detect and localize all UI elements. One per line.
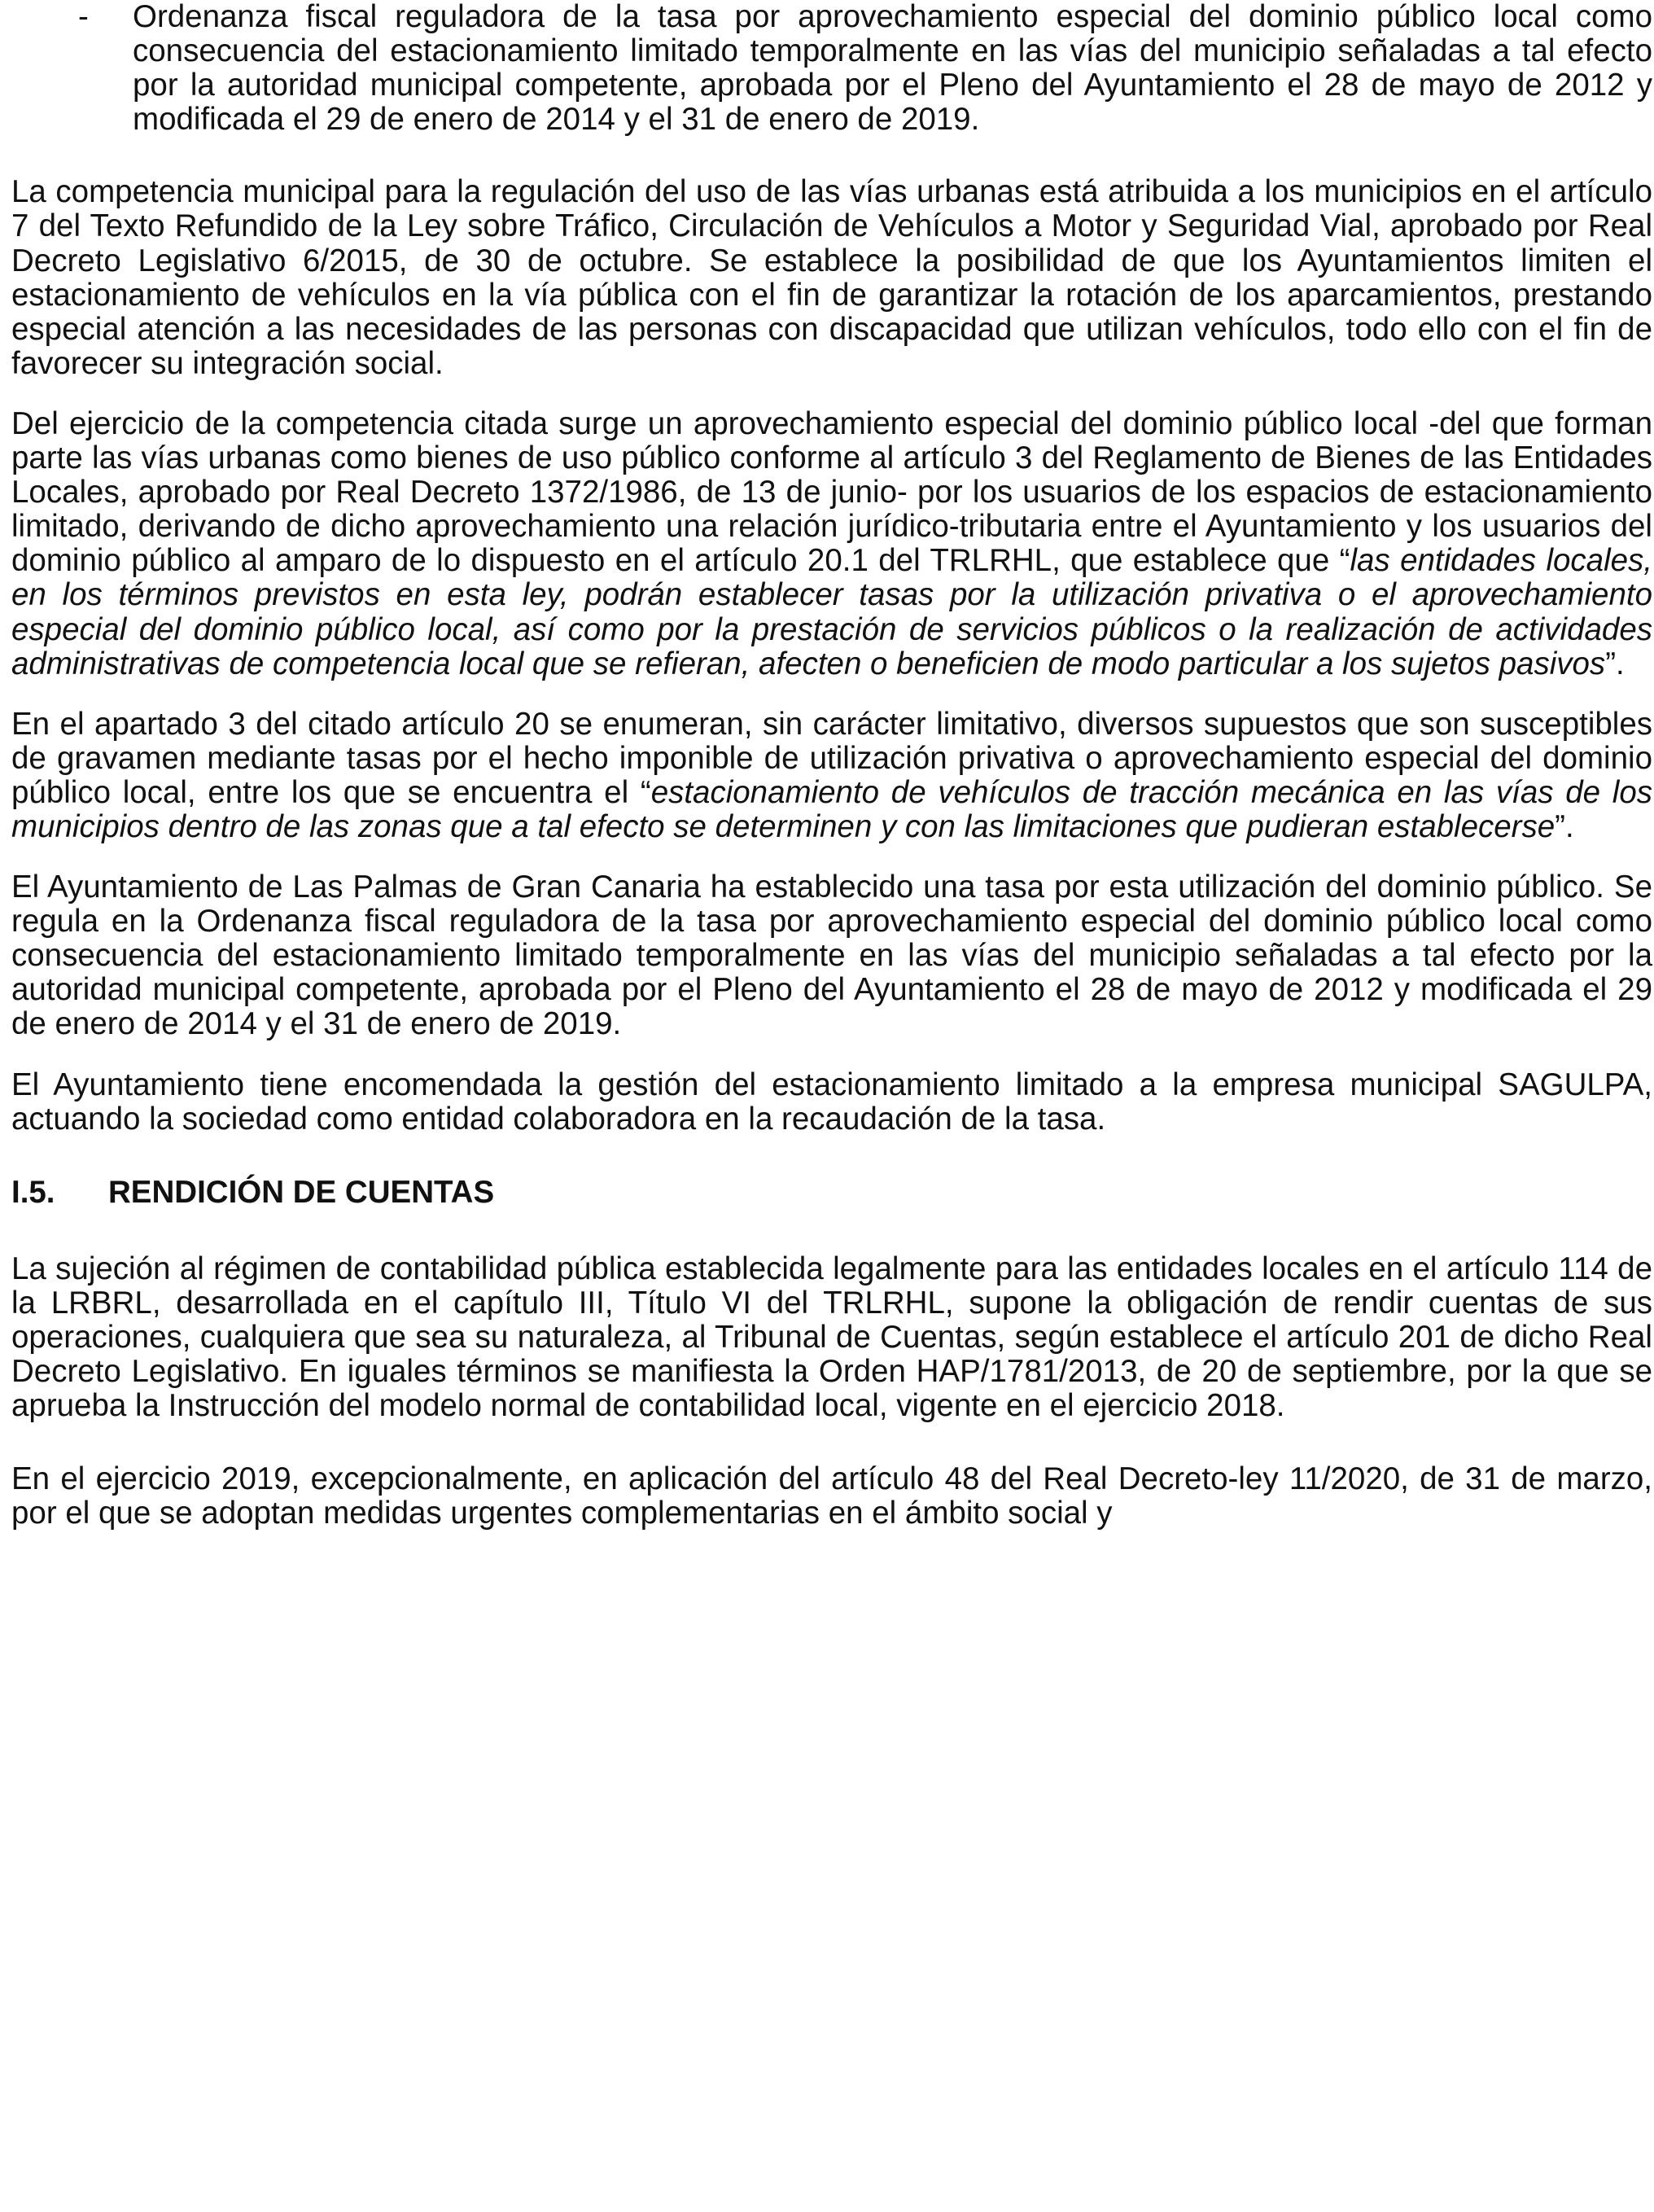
paragraph-ejercicio-2019	[11, 1462, 1652, 1531]
paragraph-sagulpa	[11, 1068, 1652, 1137]
paragraph-text: En el apartado 3 del citado artículo 20 se enumeran, sin carácter limitativo, diversos supuestos que son susceptibles de gravamen mediante tasas por el hecho imponible de utilización privativa o aprovechamiento especial del dominio público local, entre los que se encuentra el “	[11, 706, 1652, 810]
paragraph-text: La sujeción al régimen de contabilidad pública establecida legalmente para las entidades locales en el artículo 114 de la LRBRL, desarrollada en el capítulo III, Título VI del TRLRHL, supone la obligación de rendir cuentas de sus operaciones, cualquiera que sea su naturaleza, al Tribunal de Cuentas, según establece el artículo 201 de dicho Real Decreto Legislativo. En iguales términos se manifiesta la Orden HAP/1781/2013, de 20 de septiembre, por la que se aprueba la Instrucción del modelo normal de contabilidad local, vigente en el ejercicio 2018.	[11, 1251, 1652, 1424]
paragraph-ejercicio-competencia	[11, 407, 1652, 681]
paragraph-text: ”.	[1605, 646, 1625, 681]
paragraph-apartado-3	[11, 707, 1652, 844]
bullet-marker: -	[78, 0, 89, 34]
legal-quote: las entidades locales, en los términos previstos en esta ley, podrán establecer tasas por la utilización privativa o el aprovechamiento especial del dominio público local, así como por la prestación de servicios públicos o la realización de actividades administrativas de competencia local que se refieran, afecten o beneficien de modo particular a los sujetos pasivos	[11, 543, 1652, 681]
paragraph-ayuntamiento-tasa	[11, 870, 1652, 1041]
paragraph-competencia-municipal	[11, 175, 1652, 381]
legal-quote: estacionamiento de vehículos de tracción mecánica en las vías de los municipios dentro de las zonas que a tal efecto se determinen y con las limitaciones que pudieran establecerse	[11, 774, 1652, 844]
paragraph-text: Del ejercicio de la competencia citada surge un aprovechamiento especial del dominio público local -del que forman parte las vías urbanas como bienes de uso público conforme al artículo 3 del Reglamento de Bienes de las Entidades Locales, aprobado por Real Decreto 1372/1986, de 13 de junio- por los usuarios de los espacios de estacionamiento limitado, derivando de dicho aprovechamiento una relación jurídico-tributaria entre el Ayuntamiento y los usuarios del dominio público al amparo de lo dispuesto en el artículo 20.1 del TRLRHL, que establece que “	[11, 405, 1652, 579]
section-heading	[11, 1176, 1652, 1210]
bullet-text: Ordenanza fiscal reguladora de la tasa por aprovechamiento especial del dominio público local como consecuencia del estacionamiento limitado temporalmente en las vías del municipio señaladas a tal efecto por la autoridad municipal competente, aprobada por el Pleno del Ayuntamiento el 28 de mayo de 2012 y modificada el 29 de enero de 2014 y el 31 de enero de 2019.	[133, 0, 1652, 138]
paragraph-text: ”.	[1555, 808, 1574, 844]
document-page	[11, 0, 1652, 1557]
paragraph-text: El Ayuntamiento de Las Palmas de Gran Canaria ha establecido una tasa por esta utilización del dominio público. Se regula en la Ordenanza fiscal reguladora de la tasa por aprovechamiento especial del dominio público local como consecuencia del estacionamiento limitado temporalmente en las vías del municipio señaladas a tal efecto por la autoridad municipal competente, aprobada por el Pleno del Ayuntamiento el 28 de mayo de 2012 y modificada el 29 de enero de 2014 y el 31 de enero de 2019.	[11, 869, 1652, 1042]
paragraph-sujecion-contabilidad	[11, 1252, 1652, 1423]
paragraph-text: El Ayuntamiento tiene encomendada la gestión del estacionamiento limitado a la empresa municipal SAGULPA, actuando la sociedad como entidad colaboradora en la recaudación de la tasa.	[11, 1067, 1652, 1137]
paragraph-text: La competencia municipal para la regulación del uso de las vías urbanas está atribuida a los municipios en el artículo 7 del Texto Refundido de la Ley sobre Tráfico, Circulación de Vehículos a Motor y Seguridad Vial, aprobado por Real Decreto Legislativo 6/2015, de 30 de octubre. Se establece la posibilidad de que los Ayuntamientos limiten el estacionamiento de vehículos en la vía pública con el fin de garantizar la rotación de los aparcamientos, prestando especial atención a las necesidades de las personas con discapacidad que utilizan vehículos, todo ello con el fin de favorecer su integración social.	[11, 174, 1652, 381]
bullet-list-item	[11, 0, 1652, 137]
section-title: RENDICIÓN DE CUENTAS	[108, 1174, 495, 1210]
paragraph-text: En el ejercicio 2019, excepcionalmente, en aplicación del artículo 48 del Real Decreto-ley 11/2020, de 31 de marzo, por el que se adoptan medidas urgentes complementarias en el ámbito social y	[11, 1461, 1652, 1531]
section-number: I.5.	[11, 1174, 55, 1210]
